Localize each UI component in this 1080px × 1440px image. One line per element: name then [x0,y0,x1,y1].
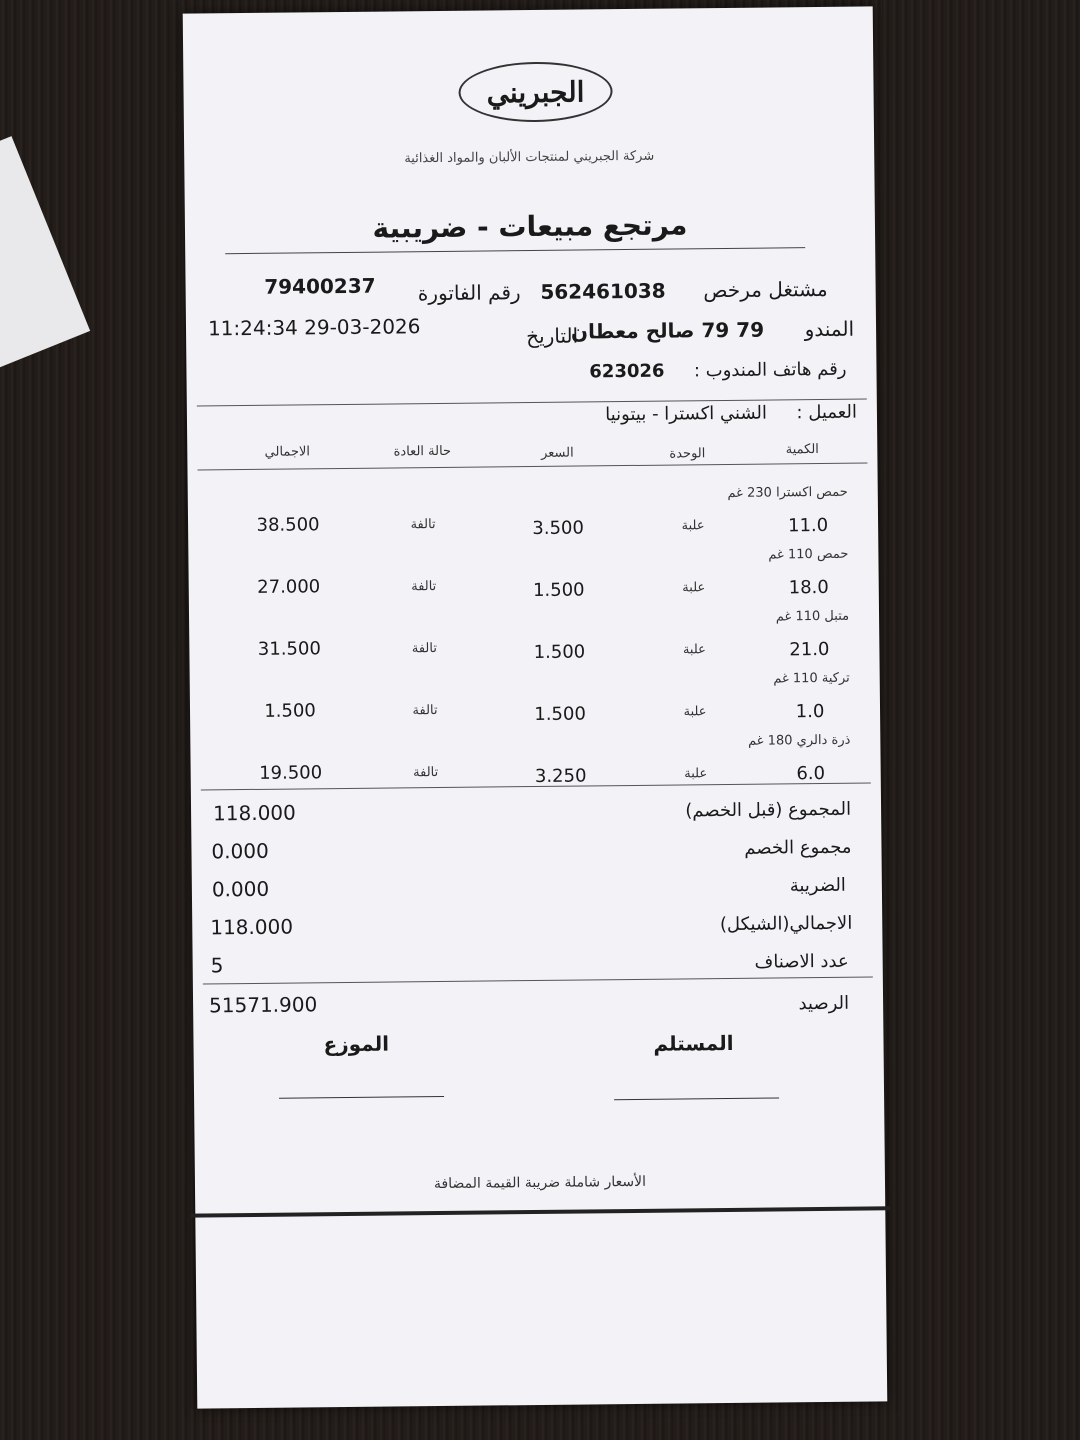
item-price: 1.500 [534,703,586,726]
col-header-price: السعر [540,445,574,461]
receiver-signature-line [614,1097,779,1100]
receiver-label: المستلم [653,1030,734,1056]
item-total: 38.500 [256,514,320,536]
item-name: متبل 110 غم [775,608,850,625]
item-total: 31.500 [257,638,321,660]
date-label: التاريخ [526,323,579,349]
invoice-number: 79400237 [264,273,376,299]
subtotal-label: المجموع (قبل الخصم) [685,798,852,822]
item-unit: علبة [682,642,706,658]
distributor-signature-line [279,1096,444,1099]
tax-label: الضريبة [789,874,846,897]
item-price: 1.500 [533,641,586,664]
date-value: 11:24:34 29-03-2026 [207,314,421,341]
balance-value: 51571.900 [208,992,318,1018]
tear-line [190,1206,890,1217]
customer-label: العميل : [796,401,858,424]
tax-value: 0.000 [211,876,270,902]
col-header-unit: الوحدة [669,446,706,462]
company-logo: الجبريني [458,61,613,123]
rep-phone-label: رقم هاتف المندوب : [693,358,847,382]
item-unit: علبة [683,704,707,720]
rep-label: المندو [804,316,855,342]
item-qty: 18.0 [788,576,829,599]
divider [197,463,867,471]
discount-value: 0.000 [211,838,269,864]
distributor-label: الموزع [323,1031,390,1057]
item-name: حمص 110 غم [768,546,849,563]
item-price: 1.500 [532,579,585,602]
divider [203,976,873,984]
item-unit: علبة [681,518,705,534]
grand-total-value: 118.000 [210,914,294,940]
company-name: شركة الجبريني لمنتجات الألبان والمواد الغذائية [404,148,655,167]
items-count-label: عدد الاصناف [754,950,849,973]
item-qty: 1.0 [795,700,825,723]
rep-value: 79 79 صالح معطان [570,317,765,344]
item-name: حمص اكسترا 230 غم [727,484,848,501]
licensed-number: 562461038 [540,278,666,304]
item-total: 1.500 [264,700,316,722]
item-state: تالفة [410,517,436,533]
col-header-total: الاجمالي [264,444,311,460]
col-header-qty: الكمية [785,442,819,458]
paper-scrap [0,136,90,374]
item-qty: 21.0 [789,638,830,661]
rep-phone: 623026 [589,360,665,383]
discount-label: مجموع الخصم [744,836,852,859]
item-price: 3.500 [532,517,584,540]
item-price: 3.250 [534,765,587,788]
item-total: 19.500 [259,762,323,784]
item-total: 27.000 [257,576,321,598]
item-unit: علبة [682,580,706,596]
document-title: مرتجع مبيعات - ضريبية [372,208,688,245]
item-unit: علبة [684,766,708,782]
item-qty: 11.0 [787,514,829,537]
subtotal-value: 118.000 [212,800,296,826]
receipt [183,6,888,1408]
item-state: تالفة [411,641,438,657]
licensed-label: مشتغل مرخص [703,276,828,303]
col-header-return-state: حالة العادة [393,443,452,460]
invoice-label: رقم الفاتورة [417,280,521,306]
grand-total-label: الاجمالي(الشيكل) [719,912,853,936]
items-count-value: 5 [210,953,224,978]
item-state: تالفة [413,765,439,781]
balance-label: الرصيد [798,992,850,1015]
item-state: تالفة [412,703,438,719]
item-qty: 6.0 [796,762,826,785]
customer-name: الشني اكسترا - بيتونيا [605,402,768,426]
item-name: تركية 110 غم [773,670,850,687]
divider [225,247,805,254]
item-name: ذرة دالري 180 غم [748,732,851,749]
item-state: تالفة [411,579,437,595]
footer-note: الأسعار شاملة ضريبة القيمة المضافة [433,1173,647,1193]
